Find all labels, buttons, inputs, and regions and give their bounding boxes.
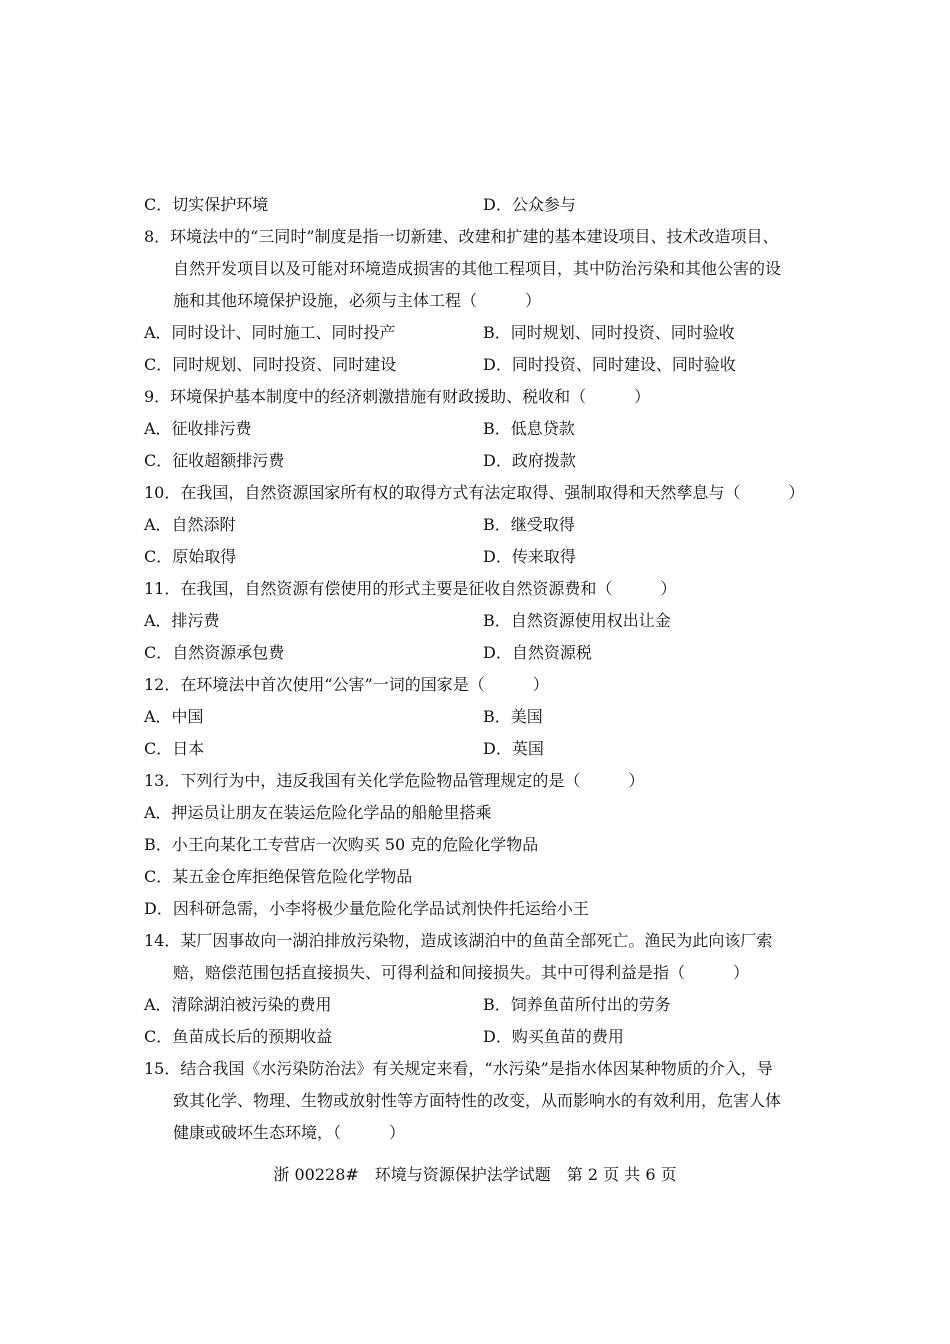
option-row xyxy=(144,189,812,221)
option-left: C．征收超额排污费 xyxy=(144,451,285,470)
option-right: D．自然资源税 xyxy=(483,643,592,662)
question-line: 11．在我国，自然资源有偿使用的形式主要是征收自然资源费和（ ） xyxy=(144,579,677,598)
question-line: D．因科研急需，小李将极少量危险化学品试剂快件托运给小王 xyxy=(144,899,589,918)
question-line: 15．结合我国《水污染防治法》有关规定来看，“水污染”是指水体因某种物质的介入，导 xyxy=(144,1059,773,1078)
page-footer: 浙 00228# 环境与资源保护法学试题 第 2 页 共 6 页 xyxy=(273,1165,677,1184)
option-row xyxy=(144,349,812,381)
option-left: C．原始取得 xyxy=(144,547,237,566)
question-line: 10．在我国，自然资源国家所有权的取得方式有法定取得、强制取得和天然孳息与（ ） xyxy=(144,483,805,502)
question-continuation: 赔，赔偿范围包括直接损失、可得利益和间接损失。其中可得利益是指（ ） xyxy=(173,963,750,982)
option-left: A．清除湖泊被污染的费用 xyxy=(144,995,332,1014)
option-right: D．公众参与 xyxy=(483,195,576,214)
option-right: B．继受取得 xyxy=(483,515,575,534)
option-right: D．购买鱼苗的费用 xyxy=(483,1027,624,1046)
question-line: 8．环境法中的“三同时”制度是指一切新建、改建和扩建的基本建设项目、技术改造项目、 xyxy=(144,227,779,246)
option-row xyxy=(144,989,812,1021)
option-left: A．排污费 xyxy=(144,611,220,630)
option-left: C．同时规划、同时投资、同时建设 xyxy=(144,355,397,374)
question-continuation: 致其化学、物理、生物或放射性等方面特性的改变，从而影响水的有效利用，危害人体 xyxy=(173,1091,782,1110)
option-left: C．鱼苗成长后的预期收益 xyxy=(144,1027,333,1046)
question-line: 12．在环境法中首次使用“公害”一词的国家是（ ） xyxy=(144,675,549,694)
option-row xyxy=(144,1021,812,1053)
option-row xyxy=(144,637,812,669)
option-left: A．中国 xyxy=(144,707,204,726)
question-continuation: 自然开发项目以及可能对环境造成损害的其他工程项目，其中防治污染和其他公害的设 xyxy=(173,259,782,278)
option-right: D．同时投资、同时建设、同时验收 xyxy=(483,355,736,374)
option-row xyxy=(144,317,812,349)
option-left: A．征收排污费 xyxy=(144,419,252,438)
option-row xyxy=(144,701,812,733)
question-line: 14．某厂因事故向一湖泊排放污染物，造成该湖泊中的鱼苗全部死亡。渔民为此向该厂索 xyxy=(144,931,773,950)
option-row xyxy=(144,733,812,765)
option-left: C．日本 xyxy=(144,739,205,758)
option-row xyxy=(144,509,812,541)
option-row xyxy=(144,605,812,637)
option-right: B．低息贷款 xyxy=(483,419,575,438)
question-content xyxy=(144,189,812,1149)
option-right: B．美国 xyxy=(483,707,543,726)
question-line: A．押运员让朋友在装运危险化学品的船舱里搭乘 xyxy=(144,803,492,822)
question-continuation: 施和其他环境保护设施，必须与主体工程（ ） xyxy=(173,291,542,310)
option-row xyxy=(144,445,812,477)
option-right: B．饲养鱼苗所付出的劳务 xyxy=(483,995,671,1014)
question-line: C．某五金仓库拒绝保管危险化学物品 xyxy=(144,867,413,886)
option-row xyxy=(144,541,812,573)
option-right: D．传来取得 xyxy=(483,547,576,566)
question-continuation: 健康或破坏生态环境，（ ） xyxy=(173,1123,406,1142)
option-right: B．自然资源使用权出让金 xyxy=(483,611,671,630)
option-left: A．自然添附 xyxy=(144,515,236,534)
option-left: A．同时设计、同时施工、同时投产 xyxy=(144,323,396,342)
option-left: C．自然资源承包费 xyxy=(144,643,285,662)
option-right: B．同时规划、同时投资、同时验收 xyxy=(483,323,735,342)
question-line: B．小王向某化工专营店一次购买 50 克的危险化学物品 xyxy=(144,835,539,854)
option-right: D．政府拨款 xyxy=(483,451,576,470)
option-row xyxy=(144,413,812,445)
question-line: 13．下列行为中，违反我国有关化学危险物品管理规定的是（ ） xyxy=(144,771,645,790)
question-line: 9．环境保护基本制度中的经济刺激措施有财政援助、税收和（ ） xyxy=(144,387,651,406)
option-right: D．英国 xyxy=(483,739,544,758)
option-left: C．切实保护环境 xyxy=(144,195,269,214)
